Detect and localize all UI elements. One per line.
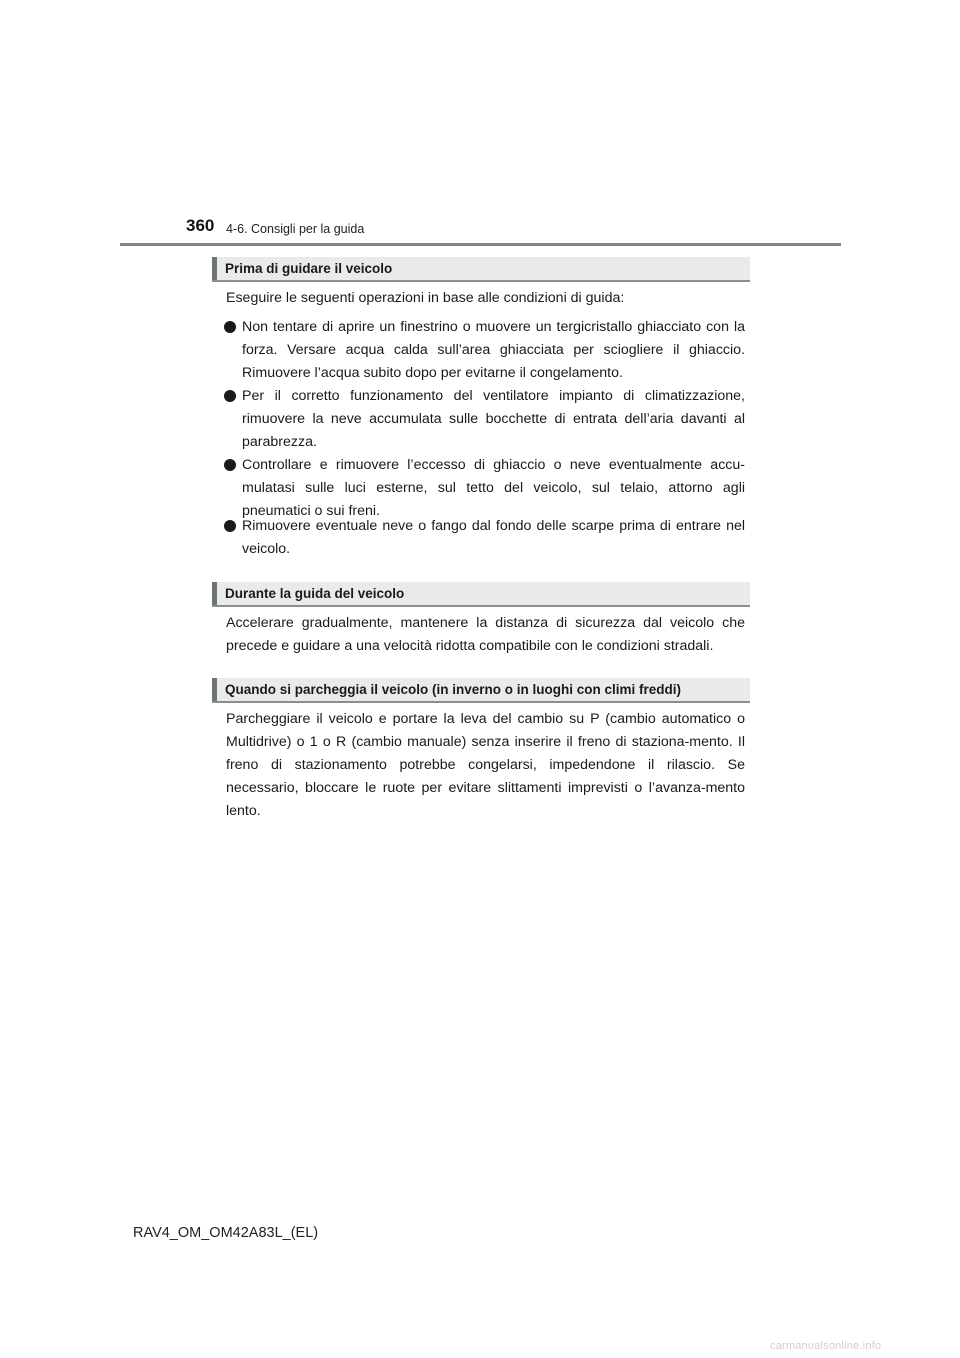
section-heading-parking — [212, 678, 750, 703]
list-item-text: Rimuovere eventuale neve o fango dal fondo delle scarpe prima di entrare nel veicolo. — [242, 518, 745, 557]
section-heading-while-driving — [212, 582, 750, 607]
list-item — [224, 454, 745, 523]
bullet-icon — [224, 520, 236, 532]
list-item — [224, 515, 745, 561]
header-rule — [120, 243, 841, 246]
list-item-text: Non tentare di aprire un finestrino o muovere un tergicristallo ghiacciato con la forza. Versare acqua calda sull’area ghiacciata per sciogliere il ghiaccio. Rimuovere l’acqua subito dopo per evitarne il congelamento. — [242, 319, 745, 381]
list-item-text: Per il corretto funzionamento del ventilatore impianto di climatizzazione, rimuovere la neve accumulata sulle bocchette di entrata dell’aria davanti al parabrezza. — [242, 388, 745, 450]
section-heading-label: Quando si parcheggia il veicolo (in inverno o in luoghi con climi freddi) — [225, 682, 682, 697]
section-heading-label: Prima di guidare il veicolo — [225, 261, 393, 276]
chapter-title: 4-6. Consigli per la guida — [226, 222, 365, 236]
page-number: 360 — [186, 216, 215, 235]
heading-marker — [212, 582, 217, 605]
list-item-text: Controllare e rimuovere l’eccesso di ghiaccio o neve eventualmente accu-mulatasi sulle luci esterne, sul tetto del veicolo, sul telaio, attorno agli pneumatici o sui freni. — [242, 457, 745, 519]
bullet-icon — [224, 459, 236, 471]
list-item — [224, 316, 745, 385]
section-intro: Eseguire le seguenti operazioni in base alle condizioni di guida: — [226, 290, 625, 306]
section-heading-label: Durante la guida del veicolo — [225, 586, 405, 601]
list-item — [224, 385, 745, 454]
footer-doc-code: RAV4_OM_OM42A83L_(EL) — [133, 1225, 319, 1241]
watermark: carmanualsonline.info — [770, 1340, 882, 1352]
bullet-icon — [224, 321, 236, 333]
heading-marker — [212, 678, 217, 701]
heading-marker — [212, 257, 217, 280]
bullet-icon — [224, 390, 236, 402]
section-body: Parcheggiare il veicolo e portare la leva del cambio su P (cambio automatico o Multidrive) o 1 o R (cambio manuale) senza inserire il freno di staziona-mento. Il freno di stazionamento potrebbe congelarsi, impedendone il rilascio. Se necessario, bloccare le ruote per evitare slittamenti imprevisti o l’avanza-mento lento. — [226, 711, 745, 819]
section-heading-before-driving — [212, 257, 750, 282]
section-body: Accelerare gradualmente, mantenere la distanza di sicurezza dal veicolo che precede e guidare a una velocità ridotta compatibile con le condizioni stradali. — [226, 615, 745, 654]
